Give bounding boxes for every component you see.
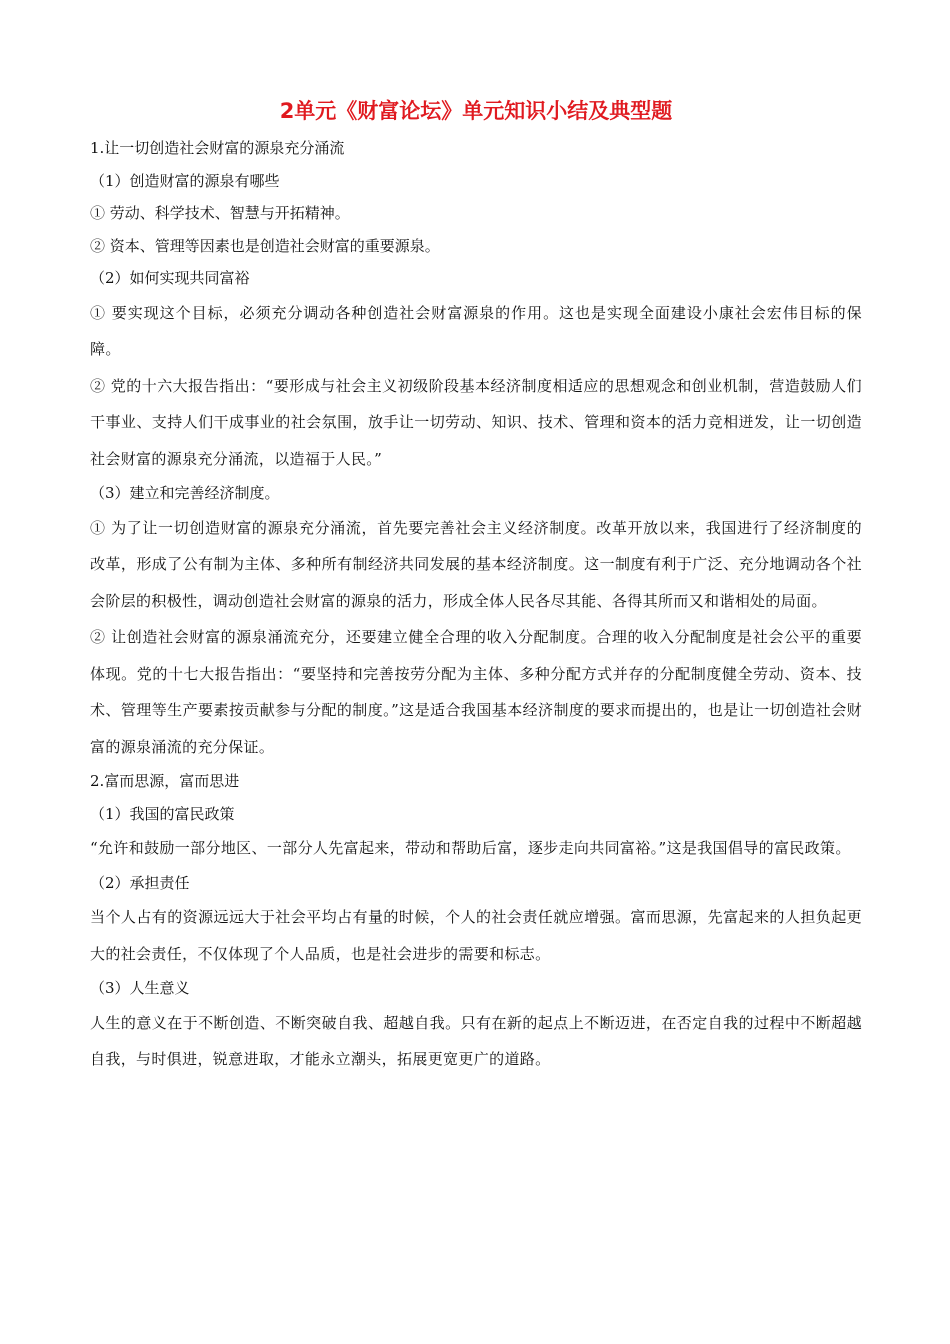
point-1-3-2: ② 让创造社会财富的源泉涌流充分，还要建立健全合理的收入分配制度。合理的收入分配制度是社会公平的重要体现。党的十七大报告指出：“要坚持和完善按劳分配为主体、多种分配方式并存的分配制度健全劳动、资本、技术、管理等生产要素按贡献参与分配的制度。”这是适合我国基本经济制度的要求而提出的，也是让一切创造社会财富的源泉涌流的充分保证。 <box>90 628 862 756</box>
paragraph-2-1: “允许和鼓励一部分地区、一部分人先富起来，带动和帮助后富，逐步走向共同富裕。”这是我国倡导的富民政策。 <box>90 839 851 857</box>
subheading-1-2: （2）如何实现共同富裕 <box>90 269 250 287</box>
subheading-1-1: （1）创造财富的源泉有哪些 <box>90 171 280 190</box>
subheading-2-1: （1）我国的富民政策 <box>90 804 235 823</box>
point-1-1-1: ① 劳动、科学技术、智慧与开拓精神。 <box>90 204 350 222</box>
point-1-1-2: ② 资本、管理等因素也是创造社会财富的重要源泉。 <box>90 236 440 255</box>
subheading-2-3: （3）人生意义 <box>90 979 190 997</box>
subheading-2-2: （2）承担责任 <box>90 873 190 892</box>
paragraph-2-3: 人生的意义在于不断创造、不断突破自我、超越自我。只有在新的起点上不断迈进，在否定自我的过程中不断超越自我，与时俱进，锐意进取，才能永立潮头，拓展更宽更广的道路。 <box>90 1013 862 1068</box>
document-title: 2单元《财富论坛》单元知识小结及典型题 <box>279 99 673 123</box>
section-heading-2: 2.富而思源，富而思进 <box>90 772 240 790</box>
point-1-3-1: ① 为了让一切创造财富的源泉充分涌流，首先要完善社会主义经济制度。改革开放以来，我国进行了经济制度的改革，形成了公有制为主体、多种所有制经济共同发展的基本经济制度。这一制度有利于广泛、充分地调动各个社会阶层的积极性，调动创造社会财富的源泉的活力，形成全体人民各尽其能、各得其所而又和谐相处的局面。 <box>90 518 862 610</box>
subheading-1-3: （3）建立和完善经济制度。 <box>90 484 280 502</box>
paragraph-2-2: 当个人占有的资源远远大于社会平均占有量的时候，个人的社会责任就应增强。富而思源，先富起来的人担负起更大的社会责任，不仅体现了个人品质，也是社会进步的需要和标志。 <box>90 908 862 963</box>
point-1-2-1: ① 要实现这个目标，必须充分调动各种创造社会财富源泉的作用。这也是实现全面建设小康社会宏伟目标的保障。 <box>90 303 862 358</box>
section-heading-1: 1.让一切创造社会财富的源泉充分涌流 <box>90 139 345 157</box>
point-1-2-2: ② 党的十六大报告指出：“要形成与社会主义初级阶段基本经济制度相适应的思想观念和创业机制，营造鼓励人们干事业、支持人们干成事业的社会氛围，放手让一切劳动、知识、技术、管理和资本的活力竞相迸发，让一切创造社会财富的源泉充分涌流，以造福于人民。” <box>90 376 862 468</box>
